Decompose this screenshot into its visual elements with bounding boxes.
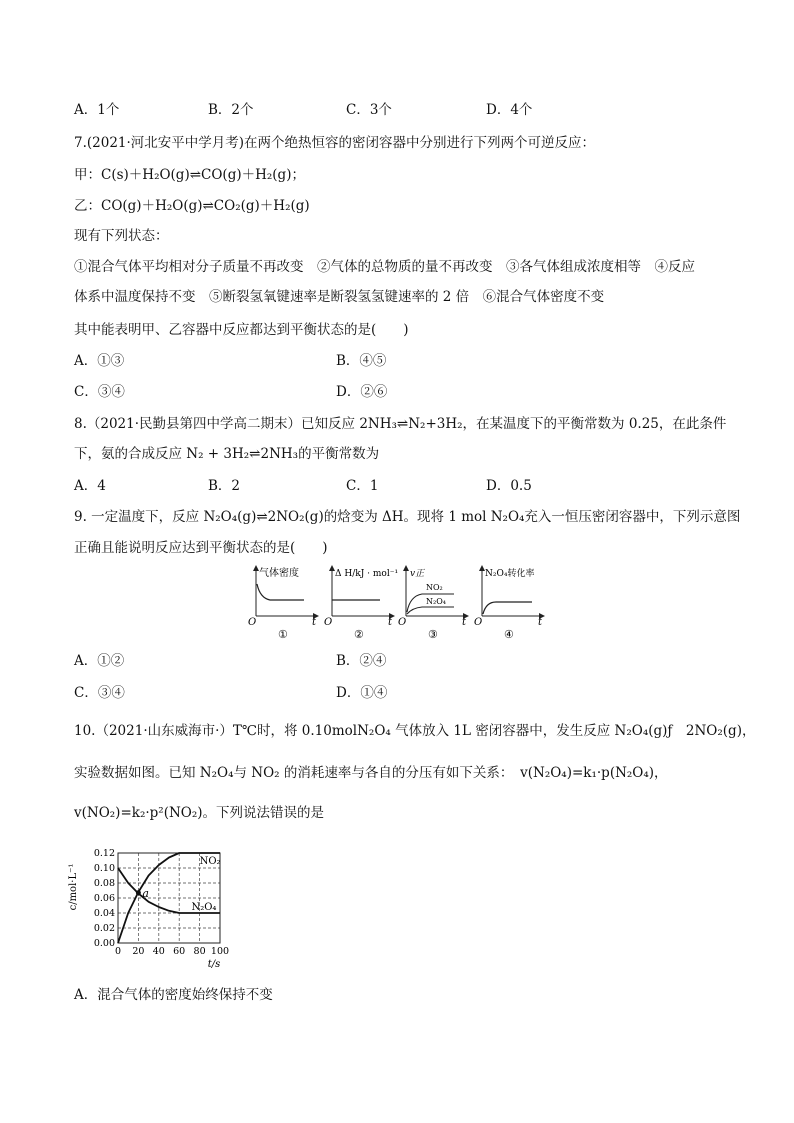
x-tick-label-0: 0 [114,946,122,957]
q9-option-a: A．①② [74,653,125,669]
q10-option-a: A．混合气体的密度始终保持不变 [74,987,273,1003]
q9-chart-4-ylabel: N₂O₄转化率 [485,569,535,579]
y-tick-label-0: 0.00 [93,938,115,949]
q9-chart-3-t: t [462,617,467,628]
q9-chart-3-series-n2o4: N₂O₄ [426,597,446,606]
q9-chart-2-t: t [388,617,393,628]
q7-option-a: A．①③ [74,353,125,369]
q6-option-a: A．1个 [74,102,120,118]
q10-chart-annotation-a: a [142,886,149,900]
q10-chart-x-ticks [115,946,229,957]
q10-chart-point-a [136,890,141,895]
q8-option-d: D．0.5 [486,478,532,494]
q10-chart-series-label-no2: NO₂ [199,856,221,867]
q9-chart-1-num: ① [278,628,288,641]
q7-option-d: D．②⑥ [336,384,388,400]
q9-chart-4-origin: O [474,617,483,628]
q10-concentration-chart [70,845,240,970]
x-tick-label-5: 100 [210,946,230,957]
q6-option-c: C．3个 [346,102,392,118]
q9-option-d: D．①④ [336,685,388,701]
y-tick-label-1: 0.02 [93,923,115,934]
q10-chart-ylabel: c/mol·L⁻¹ [68,863,79,911]
q8-option-a: A．4 [74,478,106,494]
q8-option-c: C．1 [346,478,379,494]
q9-option-c: C．③④ [74,685,125,701]
q9-chart-3 [398,568,467,641]
q9-chart-3-series-no2: NO₂ [426,583,443,592]
q10-chart-y-ticks [94,848,115,949]
q9-chart-2-origin: O [324,617,333,628]
q9-chart-3-num: ③ [428,628,438,641]
q6-option-d: D．4个 [486,102,533,118]
q10-line1: 10.（2021·山东威海市·）T℃时，将 0.10molN₂O₄ 气体放入 1L 密闭容器中，发生反应 N₂O₄(g)ƒ 2NO₂(g)， [74,723,756,739]
x-tick-label-4: 80 [193,946,206,957]
q7-option-b: B．④⑤ [336,353,387,369]
y-tick-label-6: 0.12 [93,848,115,859]
q10-chart-xlabel: t/s [207,959,221,970]
q8-line1: 8.（2021·民勤县第四中学高二期末）已知反应 2NH₃⇌N₂+3H₂，在某温度下的平衡常数为 0.25，在此条件 [74,416,727,432]
q6-option-b: B．2个 [208,102,254,118]
q7-stem: 7.(2021·河北安平中学月考)在两个绝热恒容的密闭容器中分别进行下列两个可逆反应： [74,135,596,151]
q9-chart-3-ylabel: v正 [410,569,425,579]
q9-chart-1-t: t [312,617,317,628]
q9-chart-2-ylabel: Δ H/kJ · mol⁻¹ [335,569,399,579]
q9-chart-2 [324,568,398,641]
q9-line2: 正确且能说明反应达到平衡状态的是( ) [74,540,328,556]
q9-chart-3-origin: O [398,617,407,628]
q9-diagrams [240,564,550,642]
q10-line3: v(NO₂)=k₂·p²(NO₂)。下列说法错误的是 [74,805,325,821]
q7-states-line1: ①混合气体平均相对分子质量不再改变 ②气体的总物质的量不再改变 ③各气体组成浓度相等 ④反应 [74,259,695,275]
y-tick-label-4: 0.08 [93,878,115,889]
q7-states-line2: 体系中温度保持不变 ⑤断裂氢氧键速率是断裂氢氢键速率的 2 倍 ⑥混合气体密度不变 [74,289,605,305]
q9-chart-1 [248,566,317,641]
q10-line2: 实验数据如图。已知 N₂O₄与 NO₂ 的消耗速率与各自的分压有如下关系： v(N₂O₄)=k₁·p(N₂O₄)， [74,765,668,781]
q9-option-b: B．②④ [336,653,387,669]
q7-option-c: C．③④ [74,384,125,400]
y-tick-label-5: 0.10 [93,863,115,874]
y-tick-label-2: 0.04 [93,908,115,919]
q7-question: 其中能表明甲、乙容器中反应都达到平衡状态的是( ) [74,322,409,338]
q9-chart-4-t: t [538,617,543,628]
x-tick-label-3: 60 [173,946,186,957]
q8-line2: 下，氨的合成反应 N₂ + 3H₂⇌2NH₃的平衡常数为 [74,446,380,462]
q9-chart-2-num: ② [354,628,364,641]
q9-chart-1-ylabel: 气体密度 [259,568,299,579]
q9-chart-4 [474,567,543,641]
q8-option-b: B．2 [208,478,241,494]
q10-chart-series-label-n2o4: N₂O₄ [191,902,217,913]
q7-intro: 现有下列状态： [74,228,169,244]
x-tick-label-2: 40 [152,946,165,957]
y-tick-label-3: 0.06 [93,893,115,904]
q7-reaction-yi: 乙：CO(g)＋H₂O(g)⇌CO₂(g)＋H₂(g) [74,198,310,214]
q9-chart-1-origin: O [248,617,257,628]
q9-chart-4-num: ④ [504,628,514,641]
x-tick-label-1: 20 [132,946,145,957]
q9-line1: 9. 一定温度下，反应 N₂O₄(g)⇌2NO₂(g)的焓变为 ΔH。现将 1 mol N₂O₄充入一恒压密闭容器中，下列示意图 [74,509,741,525]
q7-reaction-jia: 甲：C(s)＋H₂O(g)⇌CO(g)＋H₂(g)； [74,167,305,183]
